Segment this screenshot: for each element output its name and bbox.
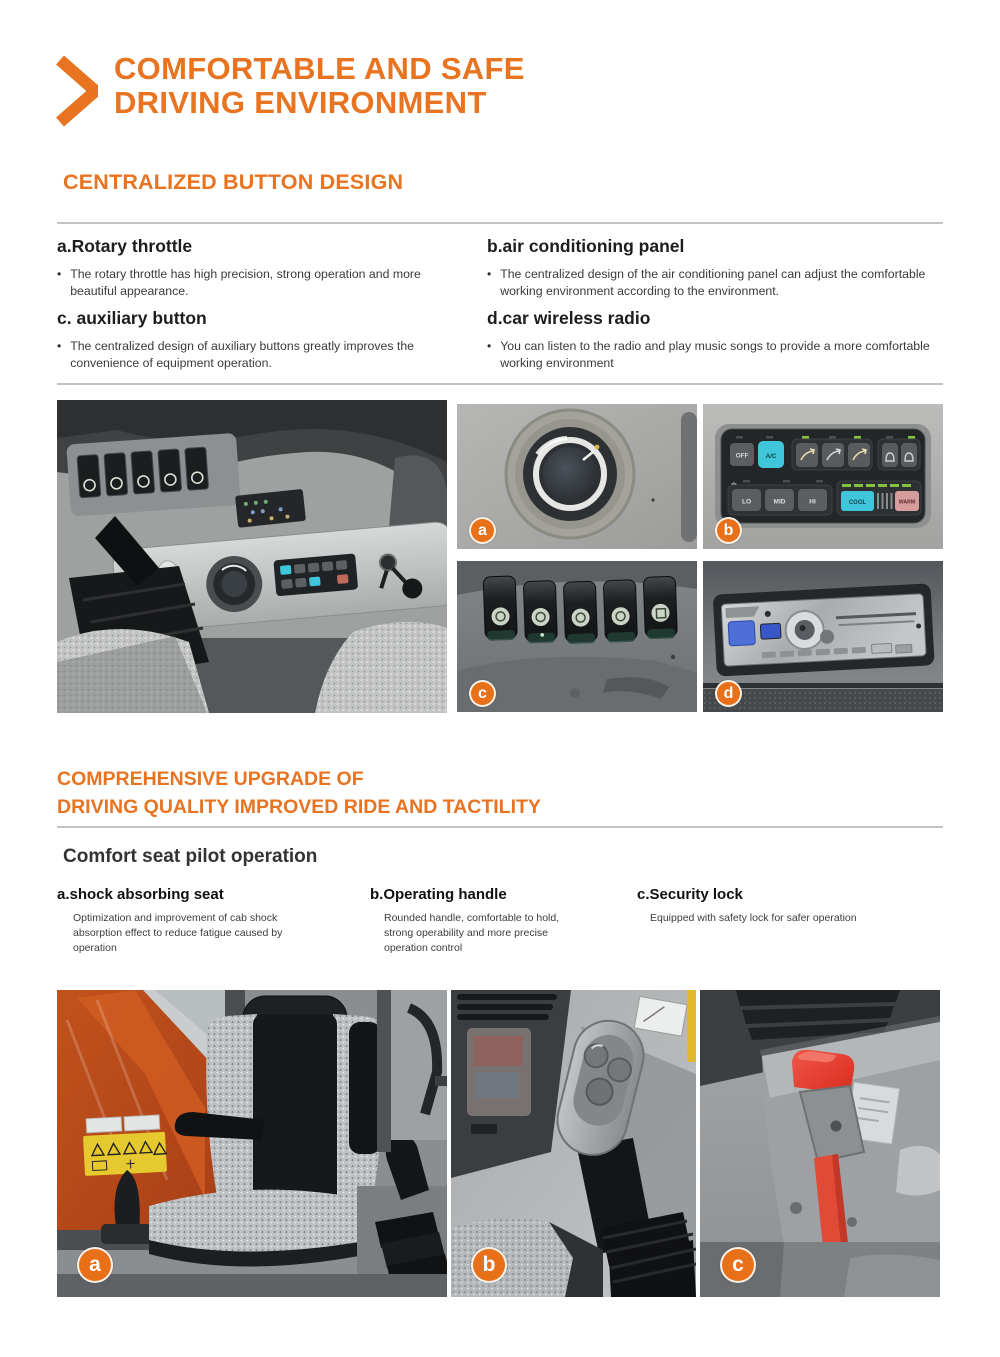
feature-wireless-radio [487, 308, 965, 372]
section-comfort-heading [57, 766, 541, 821]
photo-operator-seat [57, 990, 447, 1297]
feature-body: The centralized design of auxiliary buttons greatly improves the convenience of equipment operation. [70, 339, 415, 370]
vent-mode-buttons [796, 443, 870, 467]
temp-warm-label: WARM [898, 499, 916, 506]
photo-auxiliary-switches [457, 561, 697, 712]
feature-title: a.Rotary throttle [57, 236, 193, 256]
feature-body: The centralized design of the air conditioning panel can adjust the comfortable working environment according to the environment. [500, 267, 926, 298]
rocker-switch-row [483, 570, 677, 647]
photo-label-b: b [715, 517, 742, 544]
feature-operating-handle [370, 886, 600, 956]
page-title [114, 52, 525, 120]
feature-auxiliary-button [57, 308, 427, 372]
section-comfort-heading-line1: COMPREHENSIVE UPGRADE OF [57, 768, 364, 790]
radio-mute-button [728, 621, 755, 646]
fan-speed-buttons [732, 489, 827, 511]
bullet-icon: • [487, 339, 492, 353]
feature-title: c.Security lock [637, 886, 743, 903]
brand-chevron-icon [55, 55, 99, 127]
photo-label-d: d [715, 680, 742, 707]
ac-ac-label: A/C [765, 453, 777, 460]
ac-off-label: OFF [735, 452, 749, 460]
fan-lo-label: LO [741, 498, 752, 506]
comfort-subheading: Comfort seat pilot operation [63, 846, 318, 867]
feature-title: b.air conditioning panel [487, 236, 685, 256]
feature-shock-seat [57, 886, 307, 956]
feature-body: The rotary throttle has high precision, strong operation and more beautiful appearance. [70, 267, 421, 298]
feature-title: c. auxiliary button [57, 308, 207, 328]
bullet-icon: • [487, 267, 492, 281]
feature-title: a.shock absorbing seat [57, 886, 224, 903]
feature-body: Rounded handle, comfortable to hold, strong operability and more precise operation control [384, 912, 560, 954]
feature-rotary-throttle [57, 236, 435, 300]
photo-label-b: b [471, 1247, 507, 1283]
page-title-line2: DRIVING ENVIRONMENT [114, 85, 487, 120]
divider-line [57, 383, 943, 385]
section-comfort-heading-line2: DRIVING QUALITY IMPROVED RIDE AND TACTILITY [57, 795, 541, 818]
feature-title: b.Operating handle [370, 886, 507, 903]
feature-security-lock [637, 886, 897, 926]
fan-hi-label: HI [809, 498, 816, 506]
photo-label-a: a [469, 517, 496, 544]
section-buttons-heading: CENTRALIZED BUTTON DESIGN [63, 170, 404, 194]
warning-sticker [82, 1115, 167, 1176]
throttle-knob-large [506, 410, 634, 538]
feature-title: d.car wireless radio [487, 308, 651, 328]
photo-label-a: a [77, 1247, 113, 1283]
console-ac-panel [273, 553, 358, 596]
feature-body: Equipped with safety lock for safer operation [650, 912, 857, 924]
photo-cab-console-overview [57, 400, 447, 713]
feature-body: Optimization and improvement of cab shock absorption effect to reduce fatigue caused by operation [73, 912, 283, 954]
radio-unit [713, 583, 935, 676]
page-title-line1: COMFORTABLE AND SAFE [114, 51, 525, 86]
divider-line [57, 222, 943, 224]
fan-mid-label: MID [773, 498, 786, 506]
feature-body: You can listen to the radio and play music songs to provide a more comfortable working environment [500, 339, 930, 370]
photo-ac-panel [703, 404, 943, 549]
photo-label-c: c [469, 680, 496, 707]
bullet-icon: • [57, 339, 62, 353]
right-pillar [377, 990, 447, 1152]
divider-line [57, 826, 943, 828]
feature-ac-panel [487, 236, 939, 300]
bullet-icon: • [57, 267, 62, 281]
photo-car-radio [703, 561, 943, 712]
photo-rotary-throttle [457, 404, 697, 549]
photo-label-c: c [720, 1247, 756, 1283]
temp-cool-label: COOL [848, 500, 867, 506]
switch-panel [66, 433, 241, 517]
radio-display [760, 623, 781, 639]
photo-security-lock [700, 990, 940, 1297]
photo-operating-handle [451, 990, 696, 1297]
